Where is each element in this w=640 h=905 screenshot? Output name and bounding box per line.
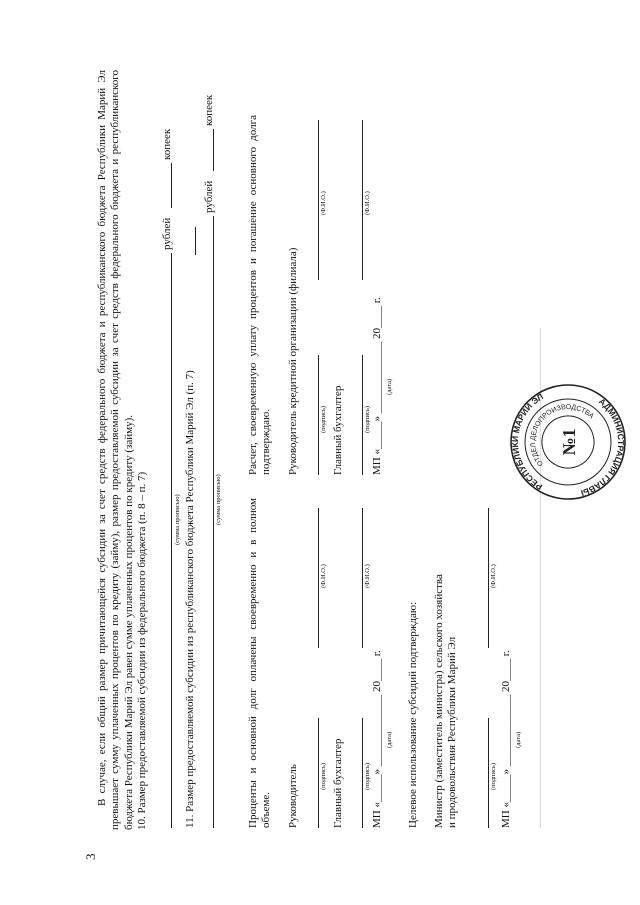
left-date-caption: (дата) bbox=[386, 731, 393, 748]
left-fio-caption-2: (Ф.И.О.) bbox=[364, 564, 371, 588]
item-10-amount-line bbox=[171, 253, 172, 828]
left-min-signature-line bbox=[488, 718, 489, 828]
intro-paragraph: В случае, если общий размер причитающейся субсидии за счет средств федерального бюджета и республиканского бюджета Республики Марий Эл превышает сумму уплаченных процентов по кредиту (займу), размер предоставляемой субсидии за счет средств федерального бюджета и республиканского бюджета Республики Марий Эл равен сумме уплаченных процентов по кредиту (займу). bbox=[96, 70, 135, 830]
right-fio-caption-2: (Ф.И.О.) bbox=[364, 191, 371, 215]
right-date-caption: (дата) bbox=[386, 378, 393, 395]
item-10-rubles-label: рублей bbox=[161, 217, 173, 250]
right-signature-caption-2: (подпись) bbox=[364, 406, 371, 433]
left-head-signature-line bbox=[318, 718, 319, 828]
item-11-amount-line bbox=[213, 216, 214, 828]
right-fio-caption: (Ф.И.О.) bbox=[320, 191, 327, 215]
intro-block bbox=[96, 70, 149, 830]
right-acc-fio-line bbox=[362, 120, 363, 280]
item-10-kopecks-line bbox=[171, 163, 172, 208]
left-minister-line-1: Министр (заместитель министра) сельского хозяйства bbox=[433, 574, 445, 828]
left-mp-line: МП «_____» _____________ 20____ г. bbox=[371, 650, 383, 828]
left-signature-caption: (подпись) bbox=[320, 763, 327, 790]
left-date-caption-2: (дата) bbox=[515, 731, 522, 748]
right-mp-line: МП «_____» _____________ 20____ г. bbox=[371, 297, 383, 475]
official-seal bbox=[508, 382, 628, 502]
seal-inner-text: ОТДЕЛ ДЕЛОПРОИЗВОДСТВА bbox=[529, 403, 595, 468]
left-purpose-confirm: Целевое использование субсидий подтверждаю: bbox=[407, 601, 419, 828]
right-head-label: Руководитель кредитной организации (филиала) bbox=[287, 247, 299, 475]
seal-outer-text: РЕСПУБЛИКИ МАРИЙ ЭЛ bbox=[509, 391, 546, 493]
page-number: 3 bbox=[83, 853, 98, 860]
item-10-kopecks-label: копеек bbox=[161, 128, 173, 160]
right-head-signature-line bbox=[318, 355, 319, 475]
seal-outer-text-2: АДМИНИСТРАЦИЯ ГЛАВЫ bbox=[579, 396, 627, 499]
item-11-rubles-label: рублей bbox=[203, 180, 215, 213]
right-chief-accountant: Главный бухгалтер bbox=[332, 385, 344, 475]
left-chief-accountant: Главный бухгалтер bbox=[332, 738, 344, 828]
left-min-fio-line bbox=[488, 508, 489, 648]
item-10-caption: (сумма прописью) bbox=[174, 494, 181, 545]
item-11-kopecks-line bbox=[213, 129, 214, 171]
seal-number: №1 bbox=[559, 428, 579, 456]
right-signature-caption: (подпись) bbox=[320, 406, 327, 433]
left-signature-caption-2: (подпись) bbox=[364, 763, 371, 790]
item-11-text: 11. Размер предоставляемой субсидии из республиканского бюджета Республики Марий Эл (п. 7) bbox=[184, 370, 196, 828]
left-statement: Проценты и основной долг оплачены своевременно и в полном объеме. bbox=[247, 498, 273, 828]
right-head-fio-line bbox=[318, 120, 319, 280]
left-acc-signature-line bbox=[362, 718, 363, 828]
right-statement: Расчет, своевременную уплату процентов и погашение основного долга подтверждаю. bbox=[247, 115, 273, 475]
left-mp-line-2: МП «_____» _____________ 20____ г. bbox=[500, 650, 512, 828]
left-head-label: Руководитель bbox=[287, 764, 299, 828]
item-11-amount-line-a bbox=[195, 227, 196, 255]
item-11-caption: (сумма прописью) bbox=[215, 474, 222, 525]
left-head-fio-line bbox=[318, 508, 319, 648]
left-fio-caption: (Ф.И.О.) bbox=[320, 564, 327, 588]
left-minister-line-2: и продовольствия Республики Марий Эл bbox=[446, 636, 458, 828]
left-signature-caption-3: (подпись) bbox=[490, 763, 497, 790]
item-10-text: 10. Размер предоставляемой субсидии из федерального бюджета (п. 8 – п. 7) bbox=[135, 471, 148, 830]
item-11-kopecks-label: копеек bbox=[203, 94, 215, 126]
right-acc-signature-line bbox=[362, 355, 363, 475]
left-fio-caption-3: (Ф.И.О.) bbox=[490, 564, 497, 588]
left-acc-fio-line bbox=[362, 508, 363, 648]
